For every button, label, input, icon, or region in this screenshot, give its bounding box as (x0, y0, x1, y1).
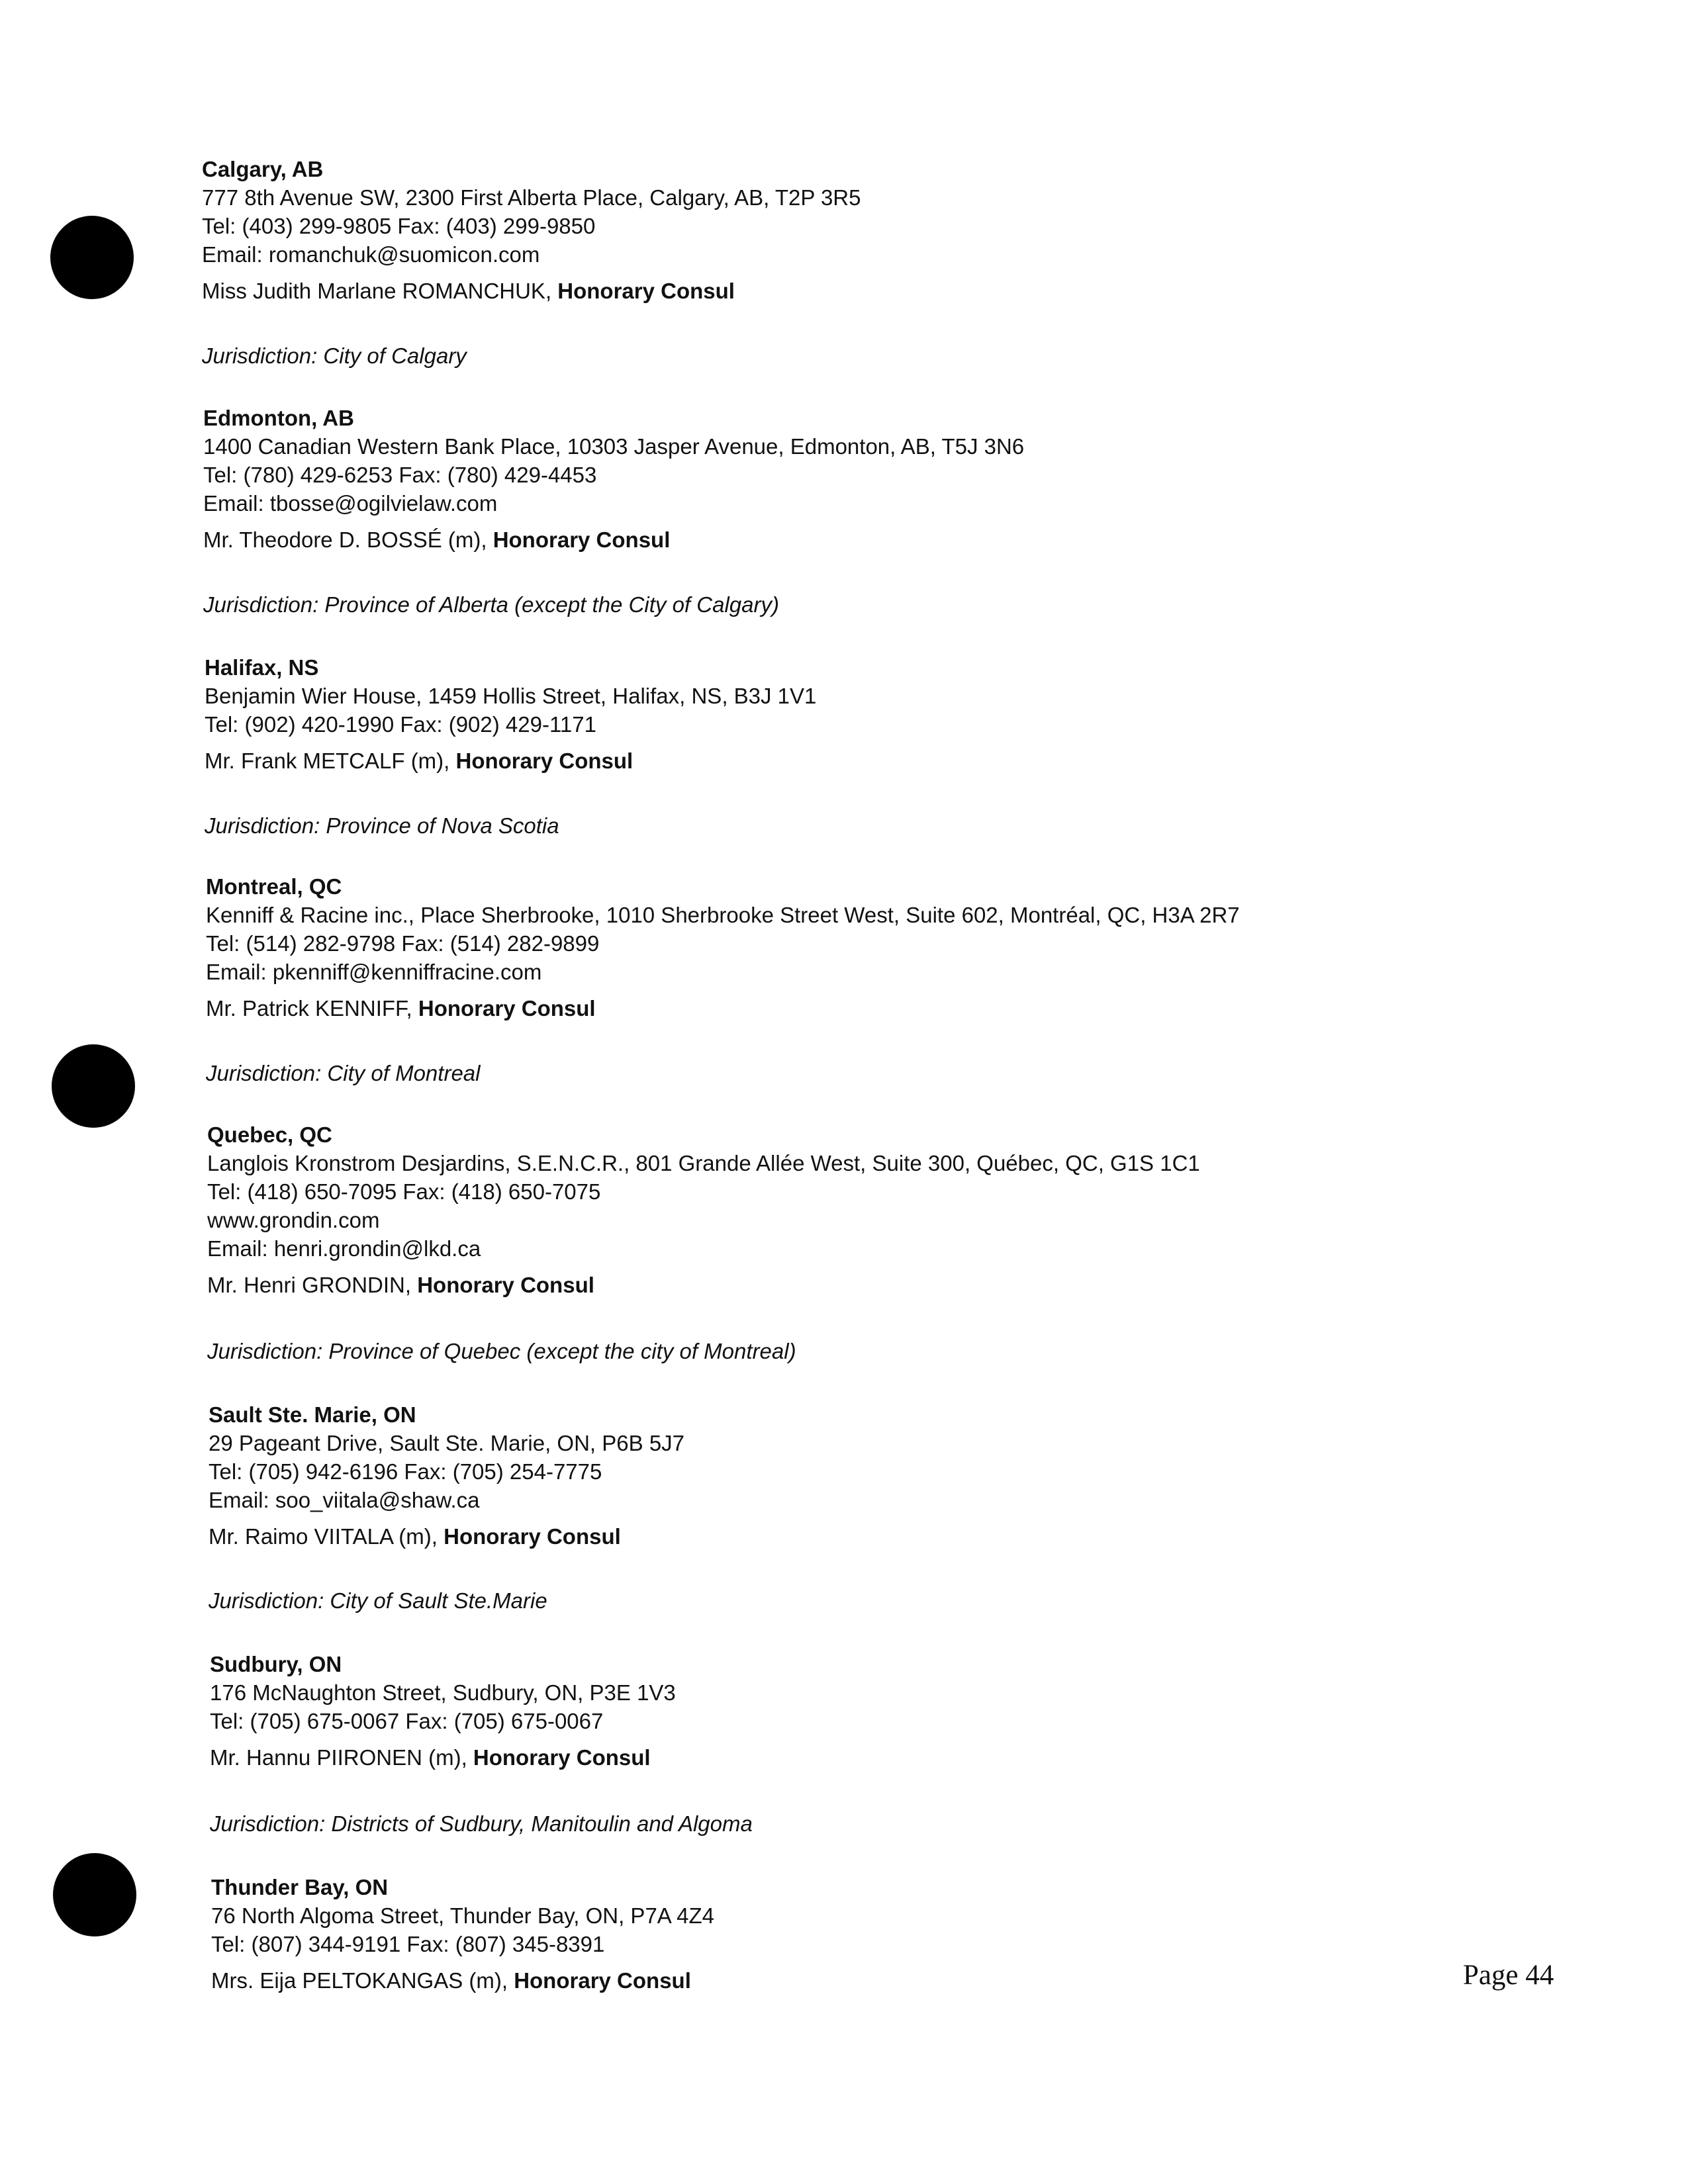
email: Email: henri.grondin@lkd.ca (207, 1236, 481, 1261)
city-heading: Sault Ste. Marie, ON (209, 1402, 416, 1427)
consul-line (206, 994, 1530, 1023)
consulate-entry (206, 872, 1530, 1023)
tel-fax: Tel: (403) 299-9805 Fax: (403) 299-9850 (202, 214, 596, 238)
jurisdiction: Jurisdiction: Province of Nova Scotia (205, 813, 559, 838)
punch-hole (52, 1044, 135, 1128)
email: Email: tbosse@ogilvielaw.com (203, 491, 498, 516)
tel-fax: Tel: (514) 282-9798 Fax: (514) 282-9899 (206, 931, 600, 956)
address: Kenniff & Racine inc., Place Sherbrooke, 1010 Sherbrooke Street West, Suite 602, Montréal, QC, H3A 2R7 (206, 903, 1240, 927)
tel-fax: Tel: (902) 420-1990 Fax: (902) 429-1171 (205, 712, 596, 737)
consul-role: Honorary Consul (557, 279, 735, 303)
email: Email: pkenniff@kenniffracine.com (206, 960, 542, 984)
website: www.grondin.com (207, 1208, 380, 1232)
jurisdiction: Jurisdiction: City of Sault Ste.Marie (209, 1588, 547, 1613)
jurisdiction: Jurisdiction: Province of Alberta (except the City of Calgary) (203, 592, 779, 617)
consul-name: Miss Judith Marlane ROMANCHUK, (202, 279, 558, 303)
consul-line (202, 277, 1526, 305)
consul-line (209, 1522, 1532, 1551)
consul-name: Mrs. Eija PELTOKANGAS (m), (211, 1968, 514, 1993)
city-heading: Sudbury, ON (210, 1652, 342, 1676)
city-heading: Halifax, NS (205, 655, 319, 680)
consulate-entry (202, 155, 1526, 305)
address: 76 North Algoma Street, Thunder Bay, ON, P7A 4Z4 (211, 1903, 715, 1928)
consulate-entry (210, 1650, 1534, 1772)
tel-fax: Tel: (705) 942-6196 Fax: (705) 254-7775 (209, 1459, 602, 1484)
city-heading: Montreal, QC (206, 874, 342, 899)
tel-fax: Tel: (418) 650-7095 Fax: (418) 650-7075 (207, 1179, 601, 1204)
consul-name: Mr. Patrick KENNIFF, (206, 996, 418, 1021)
jurisdiction: Jurisdiction: Province of Quebec (except the city of Montreal) (207, 1339, 796, 1363)
consul-role: Honorary Consul (418, 996, 596, 1021)
consulate-entry (207, 1120, 1531, 1299)
consul-line (210, 1743, 1534, 1772)
consul-name: Mr. Theodore D. BOSSÉ (m), (203, 527, 493, 552)
consul-line (203, 525, 1527, 554)
address: Benjamin Wier House, 1459 Hollis Street, Halifax, NS, B3J 1V1 (205, 684, 817, 708)
jurisdiction: Jurisdiction: City of Calgary (202, 343, 467, 368)
tel-fax: Tel: (705) 675-0067 Fax: (705) 675-0067 (210, 1709, 604, 1733)
city-heading: Thunder Bay, ON (211, 1875, 389, 1899)
address: 29 Pageant Drive, Sault Ste. Marie, ON, P6B 5J7 (209, 1431, 685, 1455)
tel-fax: Tel: (780) 429-6253 Fax: (780) 429-4453 (203, 463, 597, 487)
jurisdiction: Jurisdiction: Districts of Sudbury, Manitoulin and Algoma (210, 1811, 753, 1836)
consul-role: Honorary Consul (417, 1273, 594, 1297)
consul-line (211, 1966, 1535, 1995)
punch-hole (53, 1853, 136, 1936)
consulate-entry (211, 1873, 1535, 1995)
consul-line (205, 747, 1528, 775)
address: 1400 Canadian Western Bank Place, 10303 Jasper Avenue, Edmonton, AB, T5J 3N6 (203, 434, 1025, 459)
consul-role: Honorary Consul (473, 1745, 651, 1770)
consul-role: Honorary Consul (514, 1968, 691, 1993)
consul-role: Honorary Consul (444, 1524, 621, 1549)
consul-name: Mr. Henri GRONDIN, (207, 1273, 418, 1297)
tel-fax: Tel: (807) 344-9191 Fax: (807) 345-8391 (211, 1932, 605, 1956)
consulate-entry (203, 404, 1527, 554)
city-heading: Quebec, QC (207, 1122, 332, 1147)
consul-role: Honorary Consul (492, 527, 671, 552)
city-heading: Calgary, AB (202, 157, 324, 181)
jurisdiction: Jurisdiction: City of Montreal (206, 1061, 481, 1085)
consul-name: Mr. Raimo VIITALA (m), (209, 1524, 444, 1549)
consul-name: Mr. Frank METCALF (m), (205, 749, 456, 773)
consul-role: Honorary Consul (455, 749, 633, 773)
page-number: Page 44 (1463, 1960, 1554, 1991)
city-heading: Edmonton, AB (203, 406, 354, 430)
address: Langlois Kronstrom Desjardins, S.E.N.C.R., 801 Grande Allée West, Suite 300, Québec, QC, G1S 1C1 (207, 1151, 1200, 1175)
consulate-entry (205, 653, 1528, 775)
email: Email: soo_viitala@shaw.ca (209, 1488, 480, 1512)
email: Email: romanchuk@suomicon.com (202, 242, 540, 267)
consulate-entry (209, 1400, 1532, 1551)
address: 176 McNaughton Street, Sudbury, ON, P3E 1V3 (210, 1680, 676, 1705)
punch-hole (50, 216, 134, 299)
consul-line (207, 1271, 1531, 1299)
consul-name: Mr. Hannu PIIRONEN (m), (210, 1745, 473, 1770)
address: 777 8th Avenue SW, 2300 First Alberta Place, Calgary, AB, T2P 3R5 (202, 185, 861, 210)
